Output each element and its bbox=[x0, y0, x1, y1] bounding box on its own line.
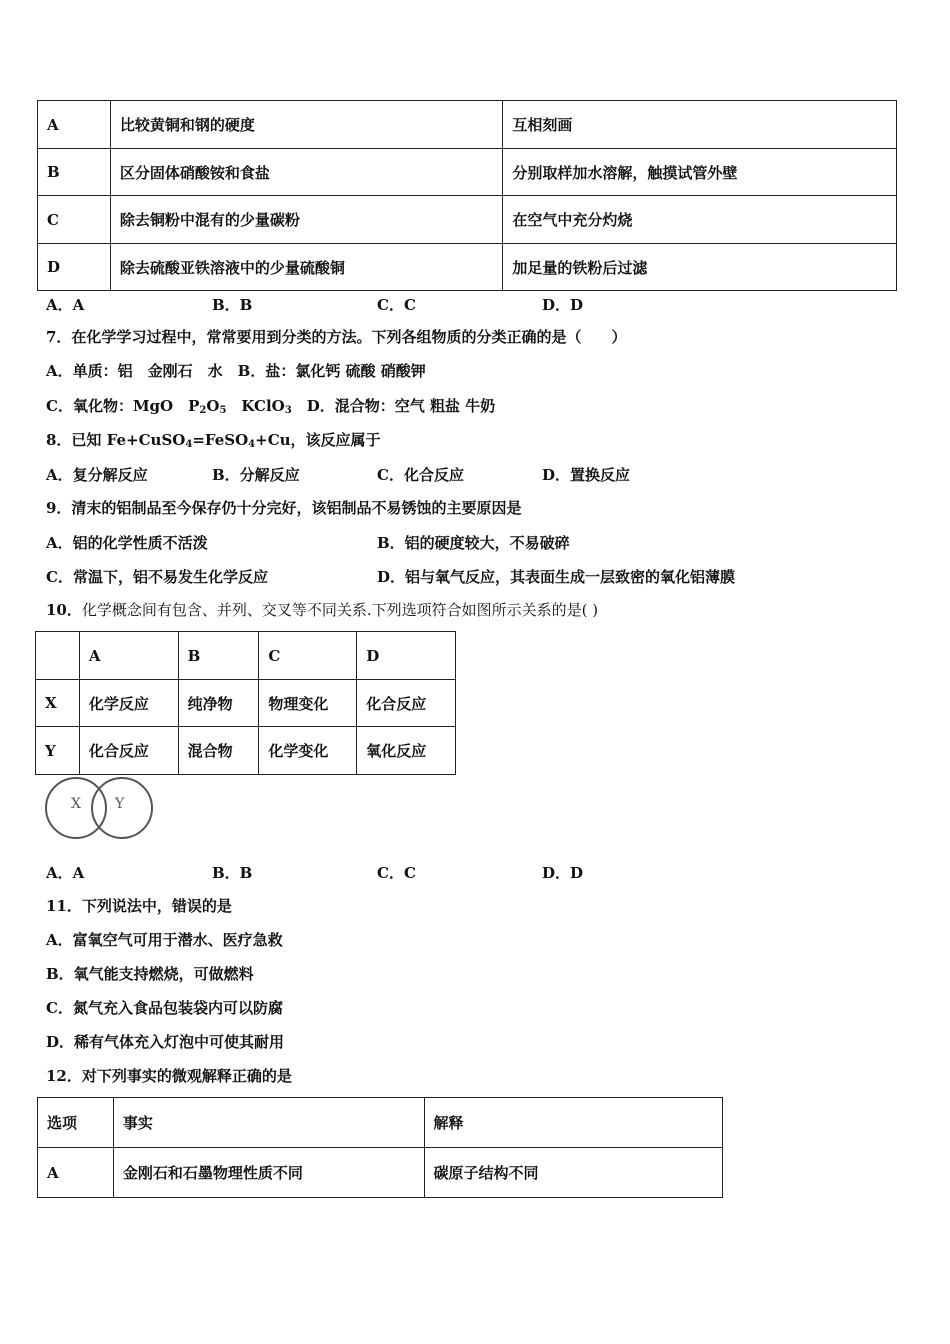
q10-option-d[interactable]: D．D bbox=[542, 864, 584, 882]
experiment-method: 加足量的铁粉后过滤 bbox=[503, 244, 897, 291]
table-header-cell: B bbox=[178, 632, 259, 680]
table-cell: 化合反应 bbox=[357, 680, 456, 727]
venn-label-y: Y bbox=[115, 796, 125, 812]
table-header-cell: D bbox=[357, 632, 456, 680]
q6-option-b[interactable]: B．B bbox=[212, 296, 253, 314]
table-row bbox=[36, 632, 456, 680]
q9-option-c[interactable]: C．常温下，铝不易发生化学反应 bbox=[46, 568, 268, 586]
q7-option-c-prefix: C．氧化物：MgO P bbox=[46, 397, 200, 415]
q10-number: 10． bbox=[46, 601, 82, 619]
venn-diagram bbox=[40, 772, 160, 844]
q11-option-d[interactable]: D．稀有气体充入灯泡中可使其耐用 bbox=[46, 1033, 285, 1051]
table-header-cell: 选项 bbox=[38, 1098, 114, 1148]
experiment-purpose: 除去铜粉中混有的少量碳粉 bbox=[110, 196, 503, 244]
q9-option-b[interactable]: B．铝的硬度较大，不易破碎 bbox=[377, 534, 570, 552]
experiment-method: 互相刻画 bbox=[503, 101, 897, 149]
q8-sub: 4 bbox=[185, 439, 193, 450]
q9-option-d[interactable]: D．铝与氧气反应，其表面生成一层致密的氧化铝薄膜 bbox=[377, 568, 736, 586]
q9-stem: 9．清末的铝制品至今保存仍十分完好，该铝制品不易锈蚀的主要原因是 bbox=[46, 499, 522, 517]
q6-option-c[interactable]: C．C bbox=[377, 296, 416, 314]
q7-option-c-mid: O bbox=[206, 397, 220, 415]
q7-stem: 7．在化学学习过程中，常常要用到分类的方法。下列各组物质的分类正确的是（ ） bbox=[46, 328, 627, 346]
row-label: C bbox=[38, 196, 111, 244]
experiment-method: 在空气中充分灼烧 bbox=[503, 196, 897, 244]
table-header-cell: C bbox=[259, 632, 357, 680]
experiment-purpose: 比较黄铜和钢的硬度 bbox=[110, 101, 503, 149]
experiment-method: 分别取样加水溶解，触摸试管外壁 bbox=[503, 149, 897, 196]
table-row bbox=[38, 244, 897, 291]
q12-table bbox=[37, 1097, 723, 1198]
q10-option-c[interactable]: C．C bbox=[377, 864, 416, 882]
q6-option-a[interactable]: A．A bbox=[46, 296, 85, 314]
q10-stem bbox=[46, 600, 598, 620]
q10-table bbox=[35, 631, 456, 775]
table-row bbox=[38, 196, 897, 244]
q11-option-a[interactable]: A．富氧空气可用于潜水、医疗急救 bbox=[46, 931, 283, 949]
q10-text: 化学概念间有包含、并列、交叉等不同关系.下列选项符合如图所示关系的是( ) bbox=[81, 601, 599, 619]
table-cell: 物理变化 bbox=[259, 680, 357, 727]
table-cell: X bbox=[36, 680, 80, 727]
table-cell: 纯净物 bbox=[178, 680, 259, 727]
q7-options-ab[interactable]: A．单质：铝 金刚石 水 B．盐：氯化钙 硫酸 硝酸钾 bbox=[46, 362, 426, 380]
q10-option-a[interactable]: A．A bbox=[46, 864, 85, 882]
table-cell: 混合物 bbox=[178, 727, 259, 775]
table-cell: 碳原子结构不同 bbox=[424, 1148, 722, 1198]
table-cell: A bbox=[38, 1148, 114, 1198]
q8-stem-prefix: 8．已知 Fe+CuSO bbox=[46, 431, 186, 449]
table-cell: 化学反应 bbox=[79, 680, 178, 727]
table-row bbox=[38, 1148, 723, 1198]
table-header-cell: 解释 bbox=[424, 1098, 722, 1148]
row-label: A bbox=[38, 101, 111, 149]
experiment-purpose: 区分固体硝酸铵和食盐 bbox=[110, 149, 503, 196]
q7-sub: 3 bbox=[284, 405, 292, 416]
table-cell: 氧化反应 bbox=[357, 727, 456, 775]
q7-sub: 2 bbox=[199, 405, 207, 416]
table-header-cell bbox=[36, 632, 80, 680]
q10-option-b[interactable]: B．B bbox=[212, 864, 253, 882]
q8-option-d[interactable]: D．置换反应 bbox=[542, 466, 631, 484]
table-row bbox=[36, 680, 456, 727]
q7-options-cd[interactable] bbox=[46, 396, 495, 416]
q8-sub: 4 bbox=[248, 439, 256, 450]
q8-option-b[interactable]: B．分解反应 bbox=[212, 466, 300, 484]
q8-stem-mid: =FeSO bbox=[192, 431, 249, 449]
q7-option-c-suffix: KClO bbox=[226, 397, 285, 415]
q7-option-d: D．混合物：空气 粗盐 牛奶 bbox=[291, 397, 496, 415]
q9-option-a[interactable]: A．铝的化学性质不活泼 bbox=[46, 534, 208, 552]
table-header-cell: A bbox=[79, 632, 178, 680]
table-cell: Y bbox=[36, 727, 80, 775]
q11-stem: 11．下列说法中，错误的是 bbox=[46, 897, 232, 915]
experiment-purpose: 除去硫酸亚铁溶液中的少量硫酸铜 bbox=[110, 244, 503, 291]
row-label: D bbox=[38, 244, 111, 291]
row-label: B bbox=[38, 149, 111, 196]
q11-option-c[interactable]: C．氮气充入食品包装袋内可以防腐 bbox=[46, 999, 283, 1017]
table-cell: 化合反应 bbox=[79, 727, 178, 775]
q8-stem-suffix: +Cu，该反应属于 bbox=[255, 431, 381, 449]
table-row bbox=[38, 101, 897, 149]
venn-label-x: X bbox=[71, 796, 81, 812]
table-row bbox=[36, 727, 456, 775]
q8-stem bbox=[46, 430, 381, 450]
table-header-cell: 事实 bbox=[113, 1098, 424, 1148]
q8-option-a[interactable]: A．复分解反应 bbox=[46, 466, 148, 484]
q8-option-c[interactable]: C．化合反应 bbox=[377, 466, 464, 484]
q11-option-b[interactable]: B．氧气能支持燃烧，可做燃料 bbox=[46, 965, 254, 983]
q6-table bbox=[37, 100, 897, 291]
table-row bbox=[38, 1098, 723, 1148]
table-cell: 金刚石和石墨物理性质不同 bbox=[113, 1148, 424, 1198]
table-cell: 化学变化 bbox=[259, 727, 357, 775]
q6-option-d[interactable]: D．D bbox=[542, 296, 584, 314]
q7-sub: 5 bbox=[219, 405, 227, 416]
table-row bbox=[38, 149, 897, 196]
q12-stem: 12．对下列事实的微观解释正确的是 bbox=[46, 1067, 292, 1085]
